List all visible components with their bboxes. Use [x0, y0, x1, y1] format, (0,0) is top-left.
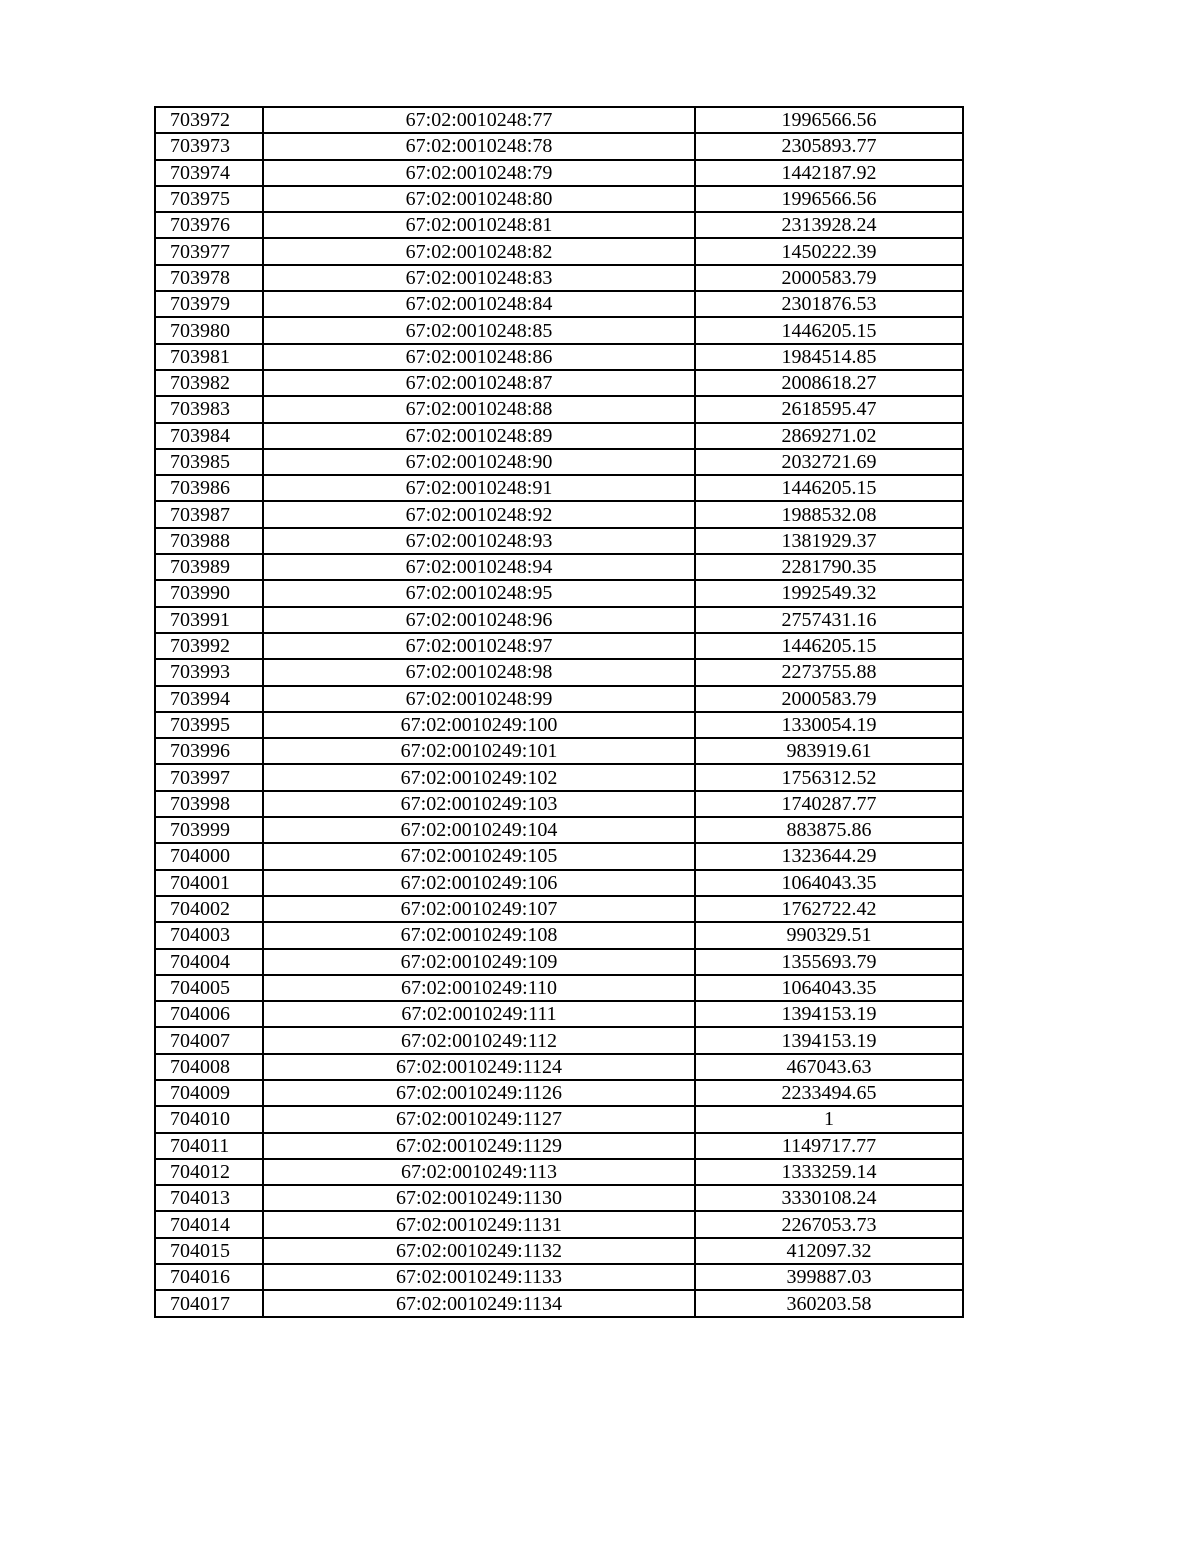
cadastral-number-cell: 67:02:0010248:79 — [263, 160, 695, 186]
row-number-cell: 703992 — [155, 633, 263, 659]
cadastral-value-cell: 2869271.02 — [695, 423, 963, 449]
cadastral-number-cell: 67:02:0010249:1130 — [263, 1185, 695, 1211]
cadastral-value-cell: 1756312.52 — [695, 764, 963, 790]
row-number-cell: 703982 — [155, 370, 263, 396]
row-number-cell: 703995 — [155, 712, 263, 738]
table-row — [155, 160, 963, 186]
table-row — [155, 1290, 963, 1316]
cadastral-value-cell: 1442187.92 — [695, 160, 963, 186]
cadastral-value-cell: 883875.86 — [695, 817, 963, 843]
cadastral-number-cell: 67:02:0010248:78 — [263, 133, 695, 159]
cadastral-value-cell: 1446205.15 — [695, 475, 963, 501]
row-number-cell: 704012 — [155, 1159, 263, 1185]
table-body — [155, 107, 963, 1317]
cadastral-number-cell: 67:02:0010248:88 — [263, 396, 695, 422]
cadastral-value-cell: 2313928.24 — [695, 212, 963, 238]
row-number-cell: 703983 — [155, 396, 263, 422]
row-number-cell: 703981 — [155, 344, 263, 370]
cadastral-number-cell: 67:02:0010249:110 — [263, 975, 695, 1001]
table-row — [155, 1133, 963, 1159]
row-number-cell: 703987 — [155, 501, 263, 527]
table-row — [155, 686, 963, 712]
table-row — [155, 186, 963, 212]
row-number-cell: 704016 — [155, 1264, 263, 1290]
cadastral-number-cell: 67:02:0010249:1127 — [263, 1106, 695, 1132]
cadastral-value-cell: 1988532.08 — [695, 501, 963, 527]
cadastral-value-cell: 1446205.15 — [695, 317, 963, 343]
cadastral-value-cell: 990329.51 — [695, 922, 963, 948]
row-number-cell: 703991 — [155, 607, 263, 633]
cadastral-number-cell: 67:02:0010249:105 — [263, 843, 695, 869]
row-number-cell: 703974 — [155, 160, 263, 186]
cadastral-number-cell: 67:02:0010248:94 — [263, 554, 695, 580]
table-row — [155, 344, 963, 370]
cadastral-value-cell: 1064043.35 — [695, 975, 963, 1001]
row-number-cell: 704002 — [155, 896, 263, 922]
row-number-cell: 703989 — [155, 554, 263, 580]
cadastral-value-cell: 2301876.53 — [695, 291, 963, 317]
table-row — [155, 423, 963, 449]
cadastral-number-cell: 67:02:0010248:83 — [263, 265, 695, 291]
cadastral-value-cell: 1762722.42 — [695, 896, 963, 922]
table-row — [155, 843, 963, 869]
cadastral-value-cell: 1333259.14 — [695, 1159, 963, 1185]
cadastral-value-cell: 1984514.85 — [695, 344, 963, 370]
table-row — [155, 607, 963, 633]
table-row — [155, 396, 963, 422]
row-number-cell: 704015 — [155, 1238, 263, 1264]
cadastral-number-cell: 67:02:0010248:77 — [263, 107, 695, 133]
cadastral-value-cell: 1394153.19 — [695, 1001, 963, 1027]
row-number-cell: 703994 — [155, 686, 263, 712]
cadastral-number-cell: 67:02:0010249:103 — [263, 791, 695, 817]
cadastral-number-cell: 67:02:0010248:98 — [263, 659, 695, 685]
cadastral-value-cell: 3330108.24 — [695, 1185, 963, 1211]
cadastral-value-cell: 2305893.77 — [695, 133, 963, 159]
cadastral-value-cell: 1740287.77 — [695, 791, 963, 817]
table-row — [155, 1238, 963, 1264]
row-number-cell: 703993 — [155, 659, 263, 685]
table-row — [155, 1264, 963, 1290]
cadastral-value-cell: 1149717.77 — [695, 1133, 963, 1159]
row-number-cell: 703997 — [155, 764, 263, 790]
table-row — [155, 317, 963, 343]
cadastral-value-cell: 2008618.27 — [695, 370, 963, 396]
table-row — [155, 580, 963, 606]
table-row — [155, 528, 963, 554]
table-row — [155, 870, 963, 896]
cadastral-number-cell: 67:02:0010248:95 — [263, 580, 695, 606]
table-row — [155, 265, 963, 291]
cadastral-number-cell: 67:02:0010248:81 — [263, 212, 695, 238]
cadastral-value-cell: 1450222.39 — [695, 238, 963, 264]
row-number-cell: 704013 — [155, 1185, 263, 1211]
table-row — [155, 764, 963, 790]
cadastral-number-cell: 67:02:0010249:1131 — [263, 1211, 695, 1237]
cadastral-number-cell: 67:02:0010248:80 — [263, 186, 695, 212]
cadastral-number-cell: 67:02:0010248:99 — [263, 686, 695, 712]
row-number-cell: 704009 — [155, 1080, 263, 1106]
row-number-cell: 703985 — [155, 449, 263, 475]
row-number-cell: 703984 — [155, 423, 263, 449]
cadastral-number-cell: 67:02:0010248:91 — [263, 475, 695, 501]
cadastral-value-cell: 2000583.79 — [695, 686, 963, 712]
cadastral-number-cell: 67:02:0010249:109 — [263, 949, 695, 975]
cadastral-number-cell: 67:02:0010249:1124 — [263, 1054, 695, 1080]
cadastral-value-cell: 467043.63 — [695, 1054, 963, 1080]
table-row — [155, 1001, 963, 1027]
table-row — [155, 133, 963, 159]
row-number-cell: 704007 — [155, 1027, 263, 1053]
cadastral-number-cell: 67:02:0010248:84 — [263, 291, 695, 317]
cadastral-number-cell: 67:02:0010248:82 — [263, 238, 695, 264]
table-row — [155, 554, 963, 580]
row-number-cell: 704001 — [155, 870, 263, 896]
cadastral-value-cell: 1992549.32 — [695, 580, 963, 606]
table-row — [155, 107, 963, 133]
row-number-cell: 704004 — [155, 949, 263, 975]
cadastral-number-cell: 67:02:0010249:100 — [263, 712, 695, 738]
cadastral-number-cell: 67:02:0010248:85 — [263, 317, 695, 343]
table-row — [155, 1054, 963, 1080]
cadastral-number-cell: 67:02:0010248:97 — [263, 633, 695, 659]
table-row — [155, 449, 963, 475]
cadastral-number-cell: 67:02:0010249:106 — [263, 870, 695, 896]
cadastral-value-cell: 1394153.19 — [695, 1027, 963, 1053]
table-row — [155, 1106, 963, 1132]
cadastral-number-cell: 67:02:0010249:1133 — [263, 1264, 695, 1290]
table-row — [155, 475, 963, 501]
cadastral-value-cell: 2267053.73 — [695, 1211, 963, 1237]
row-number-cell: 703980 — [155, 317, 263, 343]
cadastral-number-cell: 67:02:0010248:89 — [263, 423, 695, 449]
cadastral-value-cell: 1 — [695, 1106, 963, 1132]
row-number-cell: 703986 — [155, 475, 263, 501]
row-number-cell: 703976 — [155, 212, 263, 238]
cadastral-number-cell: 67:02:0010249:107 — [263, 896, 695, 922]
cadastral-value-cell: 1064043.35 — [695, 870, 963, 896]
cadastral-value-cell: 2000583.79 — [695, 265, 963, 291]
cadastral-number-cell: 67:02:0010249:108 — [263, 922, 695, 948]
row-number-cell: 703999 — [155, 817, 263, 843]
cadastral-number-cell: 67:02:0010249:113 — [263, 1159, 695, 1185]
cadastral-number-cell: 67:02:0010248:92 — [263, 501, 695, 527]
table-row — [155, 1080, 963, 1106]
row-number-cell: 704005 — [155, 975, 263, 1001]
table-row — [155, 949, 963, 975]
table-row — [155, 659, 963, 685]
table-row — [155, 370, 963, 396]
cadastral-value-cell: 2618595.47 — [695, 396, 963, 422]
table-row — [155, 1027, 963, 1053]
table-row — [155, 896, 963, 922]
cadastral-value-cell: 1330054.19 — [695, 712, 963, 738]
cadastral-number-cell: 67:02:0010248:87 — [263, 370, 695, 396]
cadastral-value-cell: 1355693.79 — [695, 949, 963, 975]
table-row — [155, 1159, 963, 1185]
row-number-cell: 703988 — [155, 528, 263, 554]
cadastral-value-cell: 2757431.16 — [695, 607, 963, 633]
row-number-cell: 703977 — [155, 238, 263, 264]
row-number-cell: 703973 — [155, 133, 263, 159]
table-row — [155, 817, 963, 843]
row-number-cell: 704006 — [155, 1001, 263, 1027]
cadastral-value-cell: 2032721.69 — [695, 449, 963, 475]
row-number-cell: 704014 — [155, 1211, 263, 1237]
cadastral-value-table — [154, 106, 964, 1318]
table-row — [155, 712, 963, 738]
row-number-cell: 704008 — [155, 1054, 263, 1080]
cadastral-value-cell: 1996566.56 — [695, 107, 963, 133]
row-number-cell: 704003 — [155, 922, 263, 948]
table-row — [155, 738, 963, 764]
row-number-cell: 704010 — [155, 1106, 263, 1132]
cadastral-number-cell: 67:02:0010249:1129 — [263, 1133, 695, 1159]
cadastral-value-cell: 360203.58 — [695, 1290, 963, 1316]
table-row — [155, 238, 963, 264]
table-row — [155, 791, 963, 817]
table-row — [155, 633, 963, 659]
row-number-cell: 703975 — [155, 186, 263, 212]
cadastral-number-cell: 67:02:0010248:90 — [263, 449, 695, 475]
cadastral-value-cell: 2233494.65 — [695, 1080, 963, 1106]
cadastral-number-cell: 67:02:0010249:112 — [263, 1027, 695, 1053]
row-number-cell: 704011 — [155, 1133, 263, 1159]
table-row — [155, 1211, 963, 1237]
cadastral-value-cell: 399887.03 — [695, 1264, 963, 1290]
cadastral-value-cell: 2273755.88 — [695, 659, 963, 685]
cadastral-value-cell: 412097.32 — [695, 1238, 963, 1264]
row-number-cell: 703990 — [155, 580, 263, 606]
row-number-cell: 703998 — [155, 791, 263, 817]
cadastral-value-cell: 1323644.29 — [695, 843, 963, 869]
row-number-cell: 703978 — [155, 265, 263, 291]
row-number-cell: 703996 — [155, 738, 263, 764]
cadastral-number-cell: 67:02:0010248:86 — [263, 344, 695, 370]
cadastral-value-cell: 1446205.15 — [695, 633, 963, 659]
cadastral-number-cell: 67:02:0010249:104 — [263, 817, 695, 843]
cadastral-number-cell: 67:02:0010248:96 — [263, 607, 695, 633]
cadastral-number-cell: 67:02:0010249:1134 — [263, 1290, 695, 1316]
table-row — [155, 975, 963, 1001]
table-row — [155, 922, 963, 948]
cadastral-number-cell: 67:02:0010249:101 — [263, 738, 695, 764]
table-row — [155, 501, 963, 527]
cadastral-value-cell: 1381929.37 — [695, 528, 963, 554]
cadastral-number-cell: 67:02:0010249:102 — [263, 764, 695, 790]
cadastral-number-cell: 67:02:0010249:1126 — [263, 1080, 695, 1106]
cadastral-value-cell: 1996566.56 — [695, 186, 963, 212]
table-row — [155, 291, 963, 317]
cadastral-number-cell: 67:02:0010249:1132 — [263, 1238, 695, 1264]
cadastral-value-cell: 983919.61 — [695, 738, 963, 764]
cadastral-number-cell: 67:02:0010249:111 — [263, 1001, 695, 1027]
row-number-cell: 704000 — [155, 843, 263, 869]
cadastral-value-cell: 2281790.35 — [695, 554, 963, 580]
table-row — [155, 212, 963, 238]
row-number-cell: 703972 — [155, 107, 263, 133]
row-number-cell: 704017 — [155, 1290, 263, 1316]
row-number-cell: 703979 — [155, 291, 263, 317]
table-row — [155, 1185, 963, 1211]
cadastral-number-cell: 67:02:0010248:93 — [263, 528, 695, 554]
